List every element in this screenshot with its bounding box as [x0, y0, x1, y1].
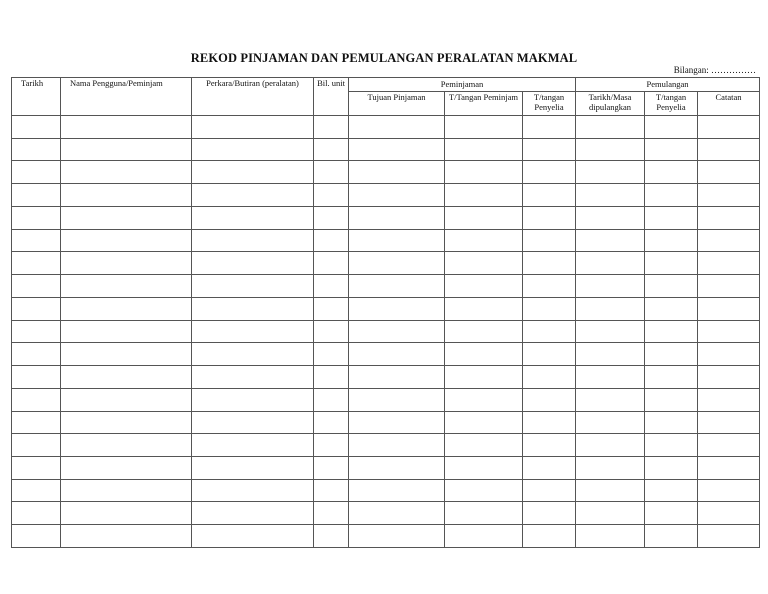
- cell-tarikh-masa: [576, 479, 645, 502]
- col-ttangan-penyelia-return-header: T/tangan Penyelia: [645, 92, 698, 116]
- cell-tarikh: [12, 320, 61, 343]
- cell-perkara: [192, 206, 314, 229]
- cell-ttangan-penyelia-return: [645, 138, 698, 161]
- cell-perkara: [192, 434, 314, 457]
- table-row: [12, 138, 760, 161]
- cell-catatan: [698, 366, 760, 389]
- cell-perkara: [192, 525, 314, 548]
- cell-ttangan-penyelia: [523, 161, 576, 184]
- cell-bil-unit: [314, 388, 349, 411]
- cell-ttangan-penyelia: [523, 206, 576, 229]
- cell-perkara: [192, 229, 314, 252]
- cell-bil-unit: [314, 297, 349, 320]
- table-row: [12, 229, 760, 252]
- cell-catatan: [698, 343, 760, 366]
- cell-perkara: [192, 343, 314, 366]
- cell-bil-unit: [314, 138, 349, 161]
- cell-tarikh-masa: [576, 184, 645, 207]
- cell-nama: [61, 502, 192, 525]
- table-row: [12, 411, 760, 434]
- cell-ttangan-peminjam: [445, 366, 523, 389]
- cell-tarikh-masa: [576, 275, 645, 298]
- cell-perkara: [192, 275, 314, 298]
- cell-ttangan-penyelia: [523, 434, 576, 457]
- cell-tarikh-masa: [576, 138, 645, 161]
- cell-tujuan: [349, 206, 445, 229]
- cell-ttangan-penyelia-return: [645, 229, 698, 252]
- cell-tarikh: [12, 116, 61, 139]
- cell-tarikh-masa: [576, 525, 645, 548]
- cell-tujuan: [349, 297, 445, 320]
- cell-ttangan-peminjam: [445, 343, 523, 366]
- cell-ttangan-peminjam: [445, 138, 523, 161]
- table-row: [12, 184, 760, 207]
- cell-tarikh-masa: [576, 411, 645, 434]
- cell-perkara: [192, 366, 314, 389]
- cell-ttangan-penyelia: [523, 457, 576, 480]
- cell-ttangan-penyelia-return: [645, 525, 698, 548]
- cell-ttangan-penyelia-return: [645, 184, 698, 207]
- cell-ttangan-penyelia-return: [645, 206, 698, 229]
- cell-bil-unit: [314, 525, 349, 548]
- cell-ttangan-penyelia: [523, 343, 576, 366]
- cell-ttangan-peminjam: [445, 275, 523, 298]
- cell-ttangan-peminjam: [445, 434, 523, 457]
- table-row: [12, 434, 760, 457]
- col-tarikh-header: Tarikh: [12, 78, 61, 116]
- cell-nama: [61, 434, 192, 457]
- cell-tarikh-masa: [576, 502, 645, 525]
- cell-ttangan-peminjam: [445, 229, 523, 252]
- cell-tarikh: [12, 252, 61, 275]
- cell-ttangan-peminjam: [445, 457, 523, 480]
- cell-catatan: [698, 502, 760, 525]
- cell-tarikh-masa: [576, 161, 645, 184]
- cell-tarikh-masa: [576, 252, 645, 275]
- cell-tujuan: [349, 116, 445, 139]
- cell-tujuan: [349, 138, 445, 161]
- cell-bil-unit: [314, 206, 349, 229]
- cell-nama: [61, 343, 192, 366]
- cell-tujuan: [349, 343, 445, 366]
- cell-perkara: [192, 320, 314, 343]
- cell-nama: [61, 479, 192, 502]
- cell-catatan: [698, 434, 760, 457]
- col-ttangan-peminjam-header: T/Tangan Peminjam: [445, 92, 523, 116]
- cell-tarikh: [12, 366, 61, 389]
- cell-nama: [61, 366, 192, 389]
- cell-ttangan-penyelia-return: [645, 252, 698, 275]
- cell-nama: [61, 297, 192, 320]
- cell-tujuan: [349, 479, 445, 502]
- cell-ttangan-peminjam: [445, 502, 523, 525]
- cell-ttangan-penyelia-return: [645, 434, 698, 457]
- cell-tarikh-masa: [576, 116, 645, 139]
- cell-bil-unit: [314, 457, 349, 480]
- cell-nama: [61, 138, 192, 161]
- table-row: [12, 206, 760, 229]
- cell-ttangan-peminjam: [445, 388, 523, 411]
- cell-catatan: [698, 479, 760, 502]
- cell-ttangan-penyelia-return: [645, 275, 698, 298]
- cell-ttangan-peminjam: [445, 206, 523, 229]
- cell-bil-unit: [314, 434, 349, 457]
- cell-tarikh: [12, 479, 61, 502]
- cell-tarikh: [12, 411, 61, 434]
- table-row: [12, 343, 760, 366]
- cell-ttangan-penyelia-return: [645, 366, 698, 389]
- cell-ttangan-penyelia: [523, 502, 576, 525]
- group-peminjaman-header: Peminjaman: [349, 78, 576, 92]
- cell-tarikh-masa: [576, 320, 645, 343]
- cell-tujuan: [349, 252, 445, 275]
- table-row: [12, 252, 760, 275]
- cell-tujuan: [349, 229, 445, 252]
- table-row: [12, 388, 760, 411]
- cell-tujuan: [349, 502, 445, 525]
- record-table: [11, 77, 760, 548]
- cell-nama: [61, 320, 192, 343]
- table-row: [12, 116, 760, 139]
- cell-ttangan-peminjam: [445, 184, 523, 207]
- cell-catatan: [698, 161, 760, 184]
- table-row: [12, 502, 760, 525]
- cell-perkara: [192, 502, 314, 525]
- cell-ttangan-peminjam: [445, 297, 523, 320]
- cell-ttangan-penyelia: [523, 138, 576, 161]
- cell-catatan: [698, 229, 760, 252]
- cell-tarikh: [12, 275, 61, 298]
- cell-perkara: [192, 116, 314, 139]
- cell-tujuan: [349, 161, 445, 184]
- cell-tujuan: [349, 525, 445, 548]
- cell-bil-unit: [314, 229, 349, 252]
- table-row: [12, 161, 760, 184]
- cell-perkara: [192, 138, 314, 161]
- cell-tarikh: [12, 525, 61, 548]
- cell-nama: [61, 411, 192, 434]
- cell-tujuan: [349, 275, 445, 298]
- cell-ttangan-peminjam: [445, 320, 523, 343]
- col-tarikh-masa-header: Tarikh/Masa dipulangkan: [576, 92, 645, 116]
- cell-ttangan-peminjam: [445, 161, 523, 184]
- cell-catatan: [698, 388, 760, 411]
- cell-ttangan-penyelia: [523, 252, 576, 275]
- cell-catatan: [698, 116, 760, 139]
- group-pemulangan-header: Pemulangan: [576, 78, 760, 92]
- cell-catatan: [698, 275, 760, 298]
- cell-bil-unit: [314, 479, 349, 502]
- cell-ttangan-penyelia: [523, 116, 576, 139]
- cell-bil-unit: [314, 502, 349, 525]
- cell-nama: [61, 229, 192, 252]
- table-row: [12, 457, 760, 480]
- cell-tarikh-masa: [576, 457, 645, 480]
- cell-tarikh: [12, 138, 61, 161]
- table-row: [12, 320, 760, 343]
- col-nama-header: Nama Pengguna/Peminjam: [61, 78, 192, 116]
- col-perkara-header: Perkara/Butiran (peralatan): [192, 78, 314, 116]
- cell-ttangan-penyelia: [523, 479, 576, 502]
- cell-tujuan: [349, 411, 445, 434]
- cell-catatan: [698, 184, 760, 207]
- cell-perkara: [192, 388, 314, 411]
- col-catatan-header: Catatan: [698, 92, 760, 116]
- cell-ttangan-penyelia: [523, 320, 576, 343]
- cell-catatan: [698, 320, 760, 343]
- cell-ttangan-peminjam: [445, 116, 523, 139]
- cell-perkara: [192, 479, 314, 502]
- cell-ttangan-penyelia-return: [645, 479, 698, 502]
- cell-perkara: [192, 252, 314, 275]
- cell-perkara: [192, 297, 314, 320]
- cell-tarikh: [12, 343, 61, 366]
- cell-ttangan-penyelia: [523, 366, 576, 389]
- cell-nama: [61, 252, 192, 275]
- cell-tujuan: [349, 184, 445, 207]
- bilangan-field: Bilangan: ……………: [673, 65, 756, 75]
- cell-bil-unit: [314, 343, 349, 366]
- cell-tarikh: [12, 184, 61, 207]
- cell-ttangan-penyelia-return: [645, 161, 698, 184]
- cell-tujuan: [349, 434, 445, 457]
- cell-ttangan-peminjam: [445, 479, 523, 502]
- cell-ttangan-penyelia: [523, 275, 576, 298]
- table-row: [12, 366, 760, 389]
- cell-tarikh: [12, 229, 61, 252]
- cell-ttangan-penyelia-return: [645, 343, 698, 366]
- col-bil-unit-header: Bil. unit: [314, 78, 349, 116]
- table-row: [12, 525, 760, 548]
- col-ttangan-penyelia-header: T/tangan Penyelia: [523, 92, 576, 116]
- cell-tarikh: [12, 502, 61, 525]
- cell-tarikh: [12, 434, 61, 457]
- cell-tarikh-masa: [576, 434, 645, 457]
- cell-ttangan-peminjam: [445, 252, 523, 275]
- cell-catatan: [698, 138, 760, 161]
- cell-tujuan: [349, 366, 445, 389]
- cell-bil-unit: [314, 411, 349, 434]
- cell-perkara: [192, 161, 314, 184]
- cell-ttangan-peminjam: [445, 525, 523, 548]
- cell-nama: [61, 184, 192, 207]
- cell-ttangan-penyelia-return: [645, 388, 698, 411]
- table-row: [12, 479, 760, 502]
- table-row: [12, 297, 760, 320]
- cell-tarikh: [12, 457, 61, 480]
- cell-bil-unit: [314, 161, 349, 184]
- cell-nama: [61, 161, 192, 184]
- cell-catatan: [698, 206, 760, 229]
- cell-ttangan-penyelia: [523, 184, 576, 207]
- table-row: [12, 275, 760, 298]
- cell-nama: [61, 388, 192, 411]
- cell-ttangan-penyelia: [523, 229, 576, 252]
- cell-ttangan-penyelia-return: [645, 320, 698, 343]
- cell-tarikh-masa: [576, 206, 645, 229]
- cell-ttangan-penyelia-return: [645, 411, 698, 434]
- cell-tarikh: [12, 297, 61, 320]
- cell-tarikh-masa: [576, 229, 645, 252]
- cell-nama: [61, 116, 192, 139]
- col-tujuan-header: Tujuan Pinjaman: [349, 92, 445, 116]
- cell-nama: [61, 457, 192, 480]
- cell-ttangan-penyelia: [523, 525, 576, 548]
- cell-bil-unit: [314, 184, 349, 207]
- cell-catatan: [698, 297, 760, 320]
- cell-perkara: [192, 184, 314, 207]
- cell-tarikh-masa: [576, 343, 645, 366]
- cell-perkara: [192, 411, 314, 434]
- cell-catatan: [698, 457, 760, 480]
- cell-tujuan: [349, 388, 445, 411]
- cell-tujuan: [349, 320, 445, 343]
- cell-bil-unit: [314, 366, 349, 389]
- cell-tujuan: [349, 457, 445, 480]
- cell-bil-unit: [314, 320, 349, 343]
- cell-nama: [61, 206, 192, 229]
- cell-catatan: [698, 525, 760, 548]
- cell-tarikh: [12, 206, 61, 229]
- cell-tarikh-masa: [576, 366, 645, 389]
- cell-ttangan-penyelia: [523, 411, 576, 434]
- cell-bil-unit: [314, 116, 349, 139]
- cell-ttangan-penyelia-return: [645, 297, 698, 320]
- cell-ttangan-penyelia: [523, 297, 576, 320]
- cell-nama: [61, 275, 192, 298]
- cell-tarikh: [12, 161, 61, 184]
- cell-tarikh: [12, 388, 61, 411]
- cell-tarikh-masa: [576, 388, 645, 411]
- cell-catatan: [698, 411, 760, 434]
- cell-catatan: [698, 252, 760, 275]
- cell-ttangan-penyelia: [523, 388, 576, 411]
- page-title: REKOD PINJAMAN DAN PEMULANGAN PERALATAN MAKMAL: [190, 51, 578, 65]
- cell-ttangan-penyelia-return: [645, 116, 698, 139]
- cell-ttangan-peminjam: [445, 411, 523, 434]
- cell-ttangan-penyelia-return: [645, 457, 698, 480]
- cell-perkara: [192, 457, 314, 480]
- cell-ttangan-penyelia-return: [645, 502, 698, 525]
- cell-bil-unit: [314, 275, 349, 298]
- cell-tarikh-masa: [576, 297, 645, 320]
- cell-bil-unit: [314, 252, 349, 275]
- cell-nama: [61, 525, 192, 548]
